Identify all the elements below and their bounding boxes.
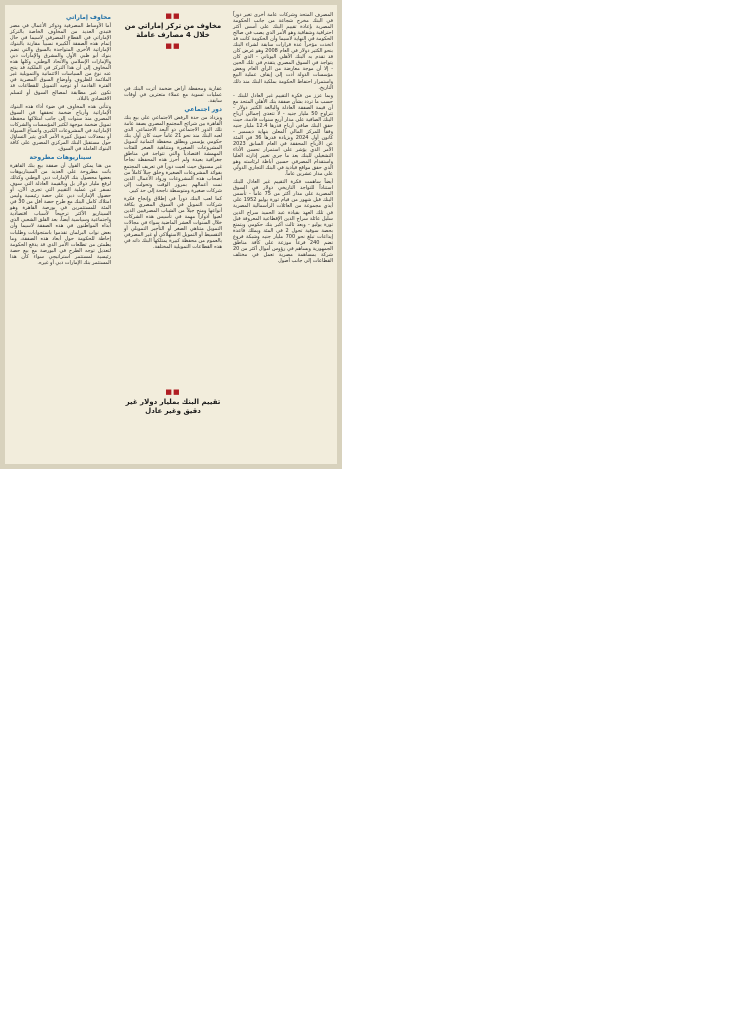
paragraph: وتتأتى هذه المخاوف في ضوء أداء هذه البنوك الإماراتية وأرباح ضخمة تحققها في السوق المصري منذ سنوات إلى جانب امتلاكها محفظة تمويل ضخمة موجهة لكثير المؤسسات والشركات الإماراتية في المشروعات الكبرى واتساع السيولة أو بمعدلات تمويل كبيرة الأمر الذي يثير التساؤل حول مستقبل البنك المركزي المصري على كافة البنوك العاملة في السوق. (10, 103, 111, 152)
section-subheading: دور اجتماعي (184, 106, 222, 114)
newspaper-page (0, 0, 342, 469)
pull-headline: مخاوف من تركز إماراتي من خلال 4 مصارف عاملة (124, 22, 222, 39)
paragraph: وبما عزز من فكرة التقييم غير العادل للبنك - حسب ما تردد بشأن صفقة بنك الأهلي المتحد مع أن قيمة الصفقة العادلة والبالغة الكثير دولار - تتراوح 50 مليار جنيه - لا تتعدى إجمالي أرباح البنك الصافية على مدار أربع سنوات قادمة، حيث حقق البنك صافي أرباح قدرها 12.4 مليار جنيه وفقاً للمركز المالي المعلن بنهاية ديسمبر - كانون أول 2024 وبزيادة قدرها 36 في المئة عن الأرباح المحققة في العام السابق 2023 الأمر الذي يؤشر على استمرار تحسن الأداء التشغيلي للبنك بعد ما جرى تغيير إدارته العليا واستقدام المصرفي حسين أباظة لرئاسته وهو الذي حقق مواقع قيادية في البنك التجاري الدولي على مدار عشرين عاماً. (233, 92, 334, 178)
headline-block-top (124, 10, 222, 52)
article-column-left (10, 12, 111, 268)
headline-block-bottom (124, 386, 222, 416)
pull-headline: تقييم البنك بمليار دولار غير دقيق وغير عادل (125, 398, 221, 415)
ornament-icon: ■■ (165, 42, 181, 50)
paragraph: المصرف المتحد وشركات عامة أخرى تغير دوراً في البنك مخرج شجاعة من جانب الحكومة المصرية بإعادة تقييم البنك على أسس أكثر احترافية وشفافية وهو الأمر الذي يصب في صالح الحكومة في النهاية لاسيما وأن الحكومة كانت قد اتخذت مؤخراً عدة قرارات سابقة لشراء البنك بنحو الكثير دولار في العام 2008 وهو عرض كان قد تقدم به البنك الأهلي اليوناني - الذي كان يتواجد في السوق المصري يتقدم في تلك الحين - إلا أن موجة معارضة من الرأي العام وبعض مؤسسات الدولة أدت إلى إيقاف عملية البيع واستمرار احتفاظ الحكومة بملكية البنك منذ ذلك التاريخ. (233, 12, 333, 91)
paragraph: أما الأوساط المصرفية ودوائر الأعمال في مصر فتبدي العديد من المخاوف الخاصة بالتركز الإماراتي في القطاع المصرفي لاسيما في حال إتمام هذه الصفقة الكبيرة نسبياً مقارنة بالبنوك الإماراتية الأخرى المتواجدة بالسوق والتي تضم بنوك أبو ظبي الأول والمشرق والإمارات دبي والإمارات الإسلامي والاتحاد الوطني، وكلها هذه المخاوف إلى أن هذا التركز في الملكية قد ينتج عنه نوع من السياسات الائتمانية والتمويلية غير الملائمة للظروف وأوضاع السوق المصرية في الفترة القادمة أو توجيه التمويل للقطاعات قد تكون غير مطابقة لمصالح السوق أو لتسلم الاقتصادي بالبلاد. (10, 23, 111, 102)
paragraph: من هنا يمكن القول أن صفقة بيع بنك القاهرة باتت مطروحة على العديد من السيناريوهات بعضها محصول بنك الإمارات دبي الوطني وكذلك لرفع مليار دولار بل وبالقيمة العادلة التي سوف تسفر عن عملية التقييم التي تجرى الآن، أو حصول الإمارات دبي على حصة رئيسية وليس امتلاك كامل البنك مع طرح حصة أقل من 30 في المئة للمستثمرين في بورصة القاهرة وهو السيناريو الأكثر ترجيحاً لأسباب اقتصادية واجتماعية وسياسية أيضاً، بعد القلق الشعبي الذي أبداه المواطنون في هذه الصفقة لاسيما وأن بعض نواب البرلمان تقدموا باستجوابات وطلبات إحاطة للحكومة حول أبعاد هذه الصفقة، وما يطمئن من تطلعات الأمر الذي قد يدفع الحكومة لتعديل توجه الطرح في البورصة مع بيع حصة رئيسية لمستثمر استراتيجي سواء كان هذا المستثمر بنك الإمارات دبي أو غيره. (10, 162, 111, 266)
ornament-icon: ■■ (165, 388, 181, 396)
ornament-icon: ■■ (165, 12, 181, 20)
paragraph: كما لعب البنك دوراً في إطلاق وإنجاح فكرة شركات التمويل في السوق المصري بكافة أنواعها ومنح جيلاً من الشباب المصرفيين الذين لعبوا أدواراً مهمة في تأسيس هذه الشركات خلال السنوات العشر الماضية سواء في مجالات التمويل متناهي الصغر أو التأجير التمويلي أو التقسيط أو التمويل الاستهلاكي أو غير المصرفي بالعموم من محفظة كبيرة يمتلكها البنك ذاته في هذه القطاعات التمويلية المختلفة. (124, 195, 222, 251)
article-column-middle (124, 86, 222, 252)
paragraph: أيضاً ساهمت فكرة التقييم غير العادل للبنك استناداً للتواجد التاريخي دولار في السوق المصرية على مدار أكثر من 75 عاماً - تأسس البنك قبل شهور من قيام ثورة يوليو 1952 على أيدي مجموعة من العائلات الرأسمالية المصرية في تلك العهد بقيادة عبد الحميد سراج الدين سليل عائلة سراج الدين الإقطاعية المعروفة قبل ثورة يوليو - ويعد ثالث أكبر بنك حكومي ويتمتع بحصة سوقية تحول 2 في المئة ويملك قاعدة إيداعات تبلغ نحو 700 مليار جنيه وشبكة فروع تضم 240 فرعاً موزعة على كافة مناطق الجمهورية ويساهم في رؤوس أموال أكثر من 20 شركة بمساهمة مصرية تعمل في مختلف القطاعات إلى جانب أصول (233, 179, 334, 264)
section-subheading: مخاوف إماراتي (66, 14, 111, 21)
section-subheading: سيناريوهات مطروحة (29, 153, 92, 161)
paragraph: ويزداد من حدة الرفض الاجتماعي على بيع بنك القاهرة بين شرائح المجتمع المصري بصفة عامة تلك الدور الاجتماعي ذو البعد الاجتماعي الذي لعبه البنك منذ نحو 21 عاماً حيث كان أول بنك حكومي يؤسس ويطلق محفظة ائتمانية لتمويل المشروعات الصغيرة ومتناهية الصغر للفئات المهمشة اقتصادياً والتي تتواجد في مناطق جغرافية بعيدة ولم أحرز هذه المحفظة نجاحاً غير مسبوق حيث لعبت دوراً في تعريف المجتمع بفوائد المشروعات الصغيرة وخلق جيلاً كاملاً من أصحاب هذه المشروعات ورواد الأعمال الذين نمت أعمالهم بمرور الوقت وتحولت إلى شركات صغيرة ومتوسطة ناجحة إلى حد كبير. (124, 115, 223, 194)
paragraph: عقارية ومحفظة أراض ضخمة أثرت البنك في عمليات تسوية مع عملاء متعثرين في أوقات سابقة. (124, 86, 222, 105)
article-column-right (233, 12, 333, 266)
